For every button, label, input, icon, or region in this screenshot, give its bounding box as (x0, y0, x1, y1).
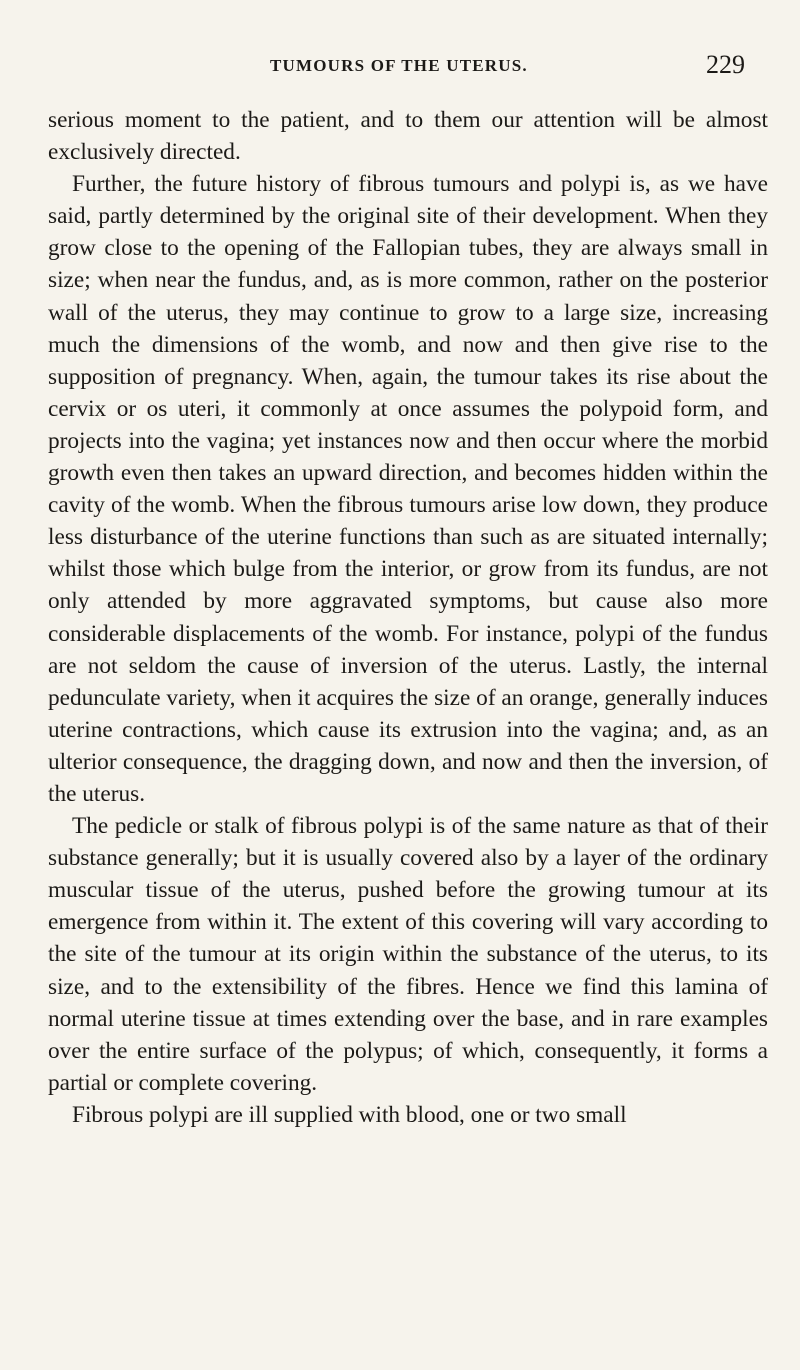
running-head (0, 50, 800, 80)
paragraph-site-of-development: Further, the future history of fibrous tumours and polypi is, as we have said, partly determined by the original site of their development. When they grow close to the opening of the Fallopian tubes, they are always small in size; when near the fundus, and, as is more common, rather on the posterior wall of the uterus, they may continue to grow to a large size, increasing much the dimensions of the womb, and now and then give rise to the supposition of pregnancy. When, again, the tumour takes its rise about the cervix or os uteri, it commonly at once assumes the polypoid form, and projects into the vagina; yet instances now and then occur where the morbid growth even then takes an upward direction, and becomes hidden within the cavity of the womb. When the fibrous tumours arise low down, they produce less disturbance of the uterine functions than such as are situated internally; whilst those which bulge from the interior, or grow from its fundus, are not only attended by more aggravated symptoms, but cause also more considerable displacements of the womb. For instance, polypi of the fundus are not seldom the cause of inversion of the uterus. Lastly, the internal pedunculate variety, when it acquires the size of an orange, generally induces uterine contractions, which cause its extrusion into the vagina; and, as an ulterior consequence, the dragging down, and now and then the inversion, of the uterus. (48, 171, 768, 807)
paragraph-pedicle: The pedicle or stalk of fibrous polypi is of the same nature as that of their substance generally; but it is usually covered also by a layer of the ordinary muscular tissue of the uterus, pushed before the growing tumour at its emergence from within it. The extent of this covering will vary according to the site of the tumour at its origin within the substance of the uterus, to its size, and to the extensibility of the fibres. Hence we find this lamina of normal uterine tissue at times extending over the base, and in rare examples over the entire surface of the polypus; of which, consequently, it forms a partial or complete covering. (48, 813, 768, 1096)
page-number: 229 (706, 50, 745, 79)
paragraph-continued: serious moment to the patient, and to them our attention will be almost exclusively directed. (48, 107, 768, 166)
running-title: TUMOURS OF THE UTERUS. (270, 56, 528, 75)
body-text (48, 104, 768, 1131)
paragraph-blood-supply: Fibrous polypi are ill supplied with blood, one or two small (72, 1101, 627, 1128)
